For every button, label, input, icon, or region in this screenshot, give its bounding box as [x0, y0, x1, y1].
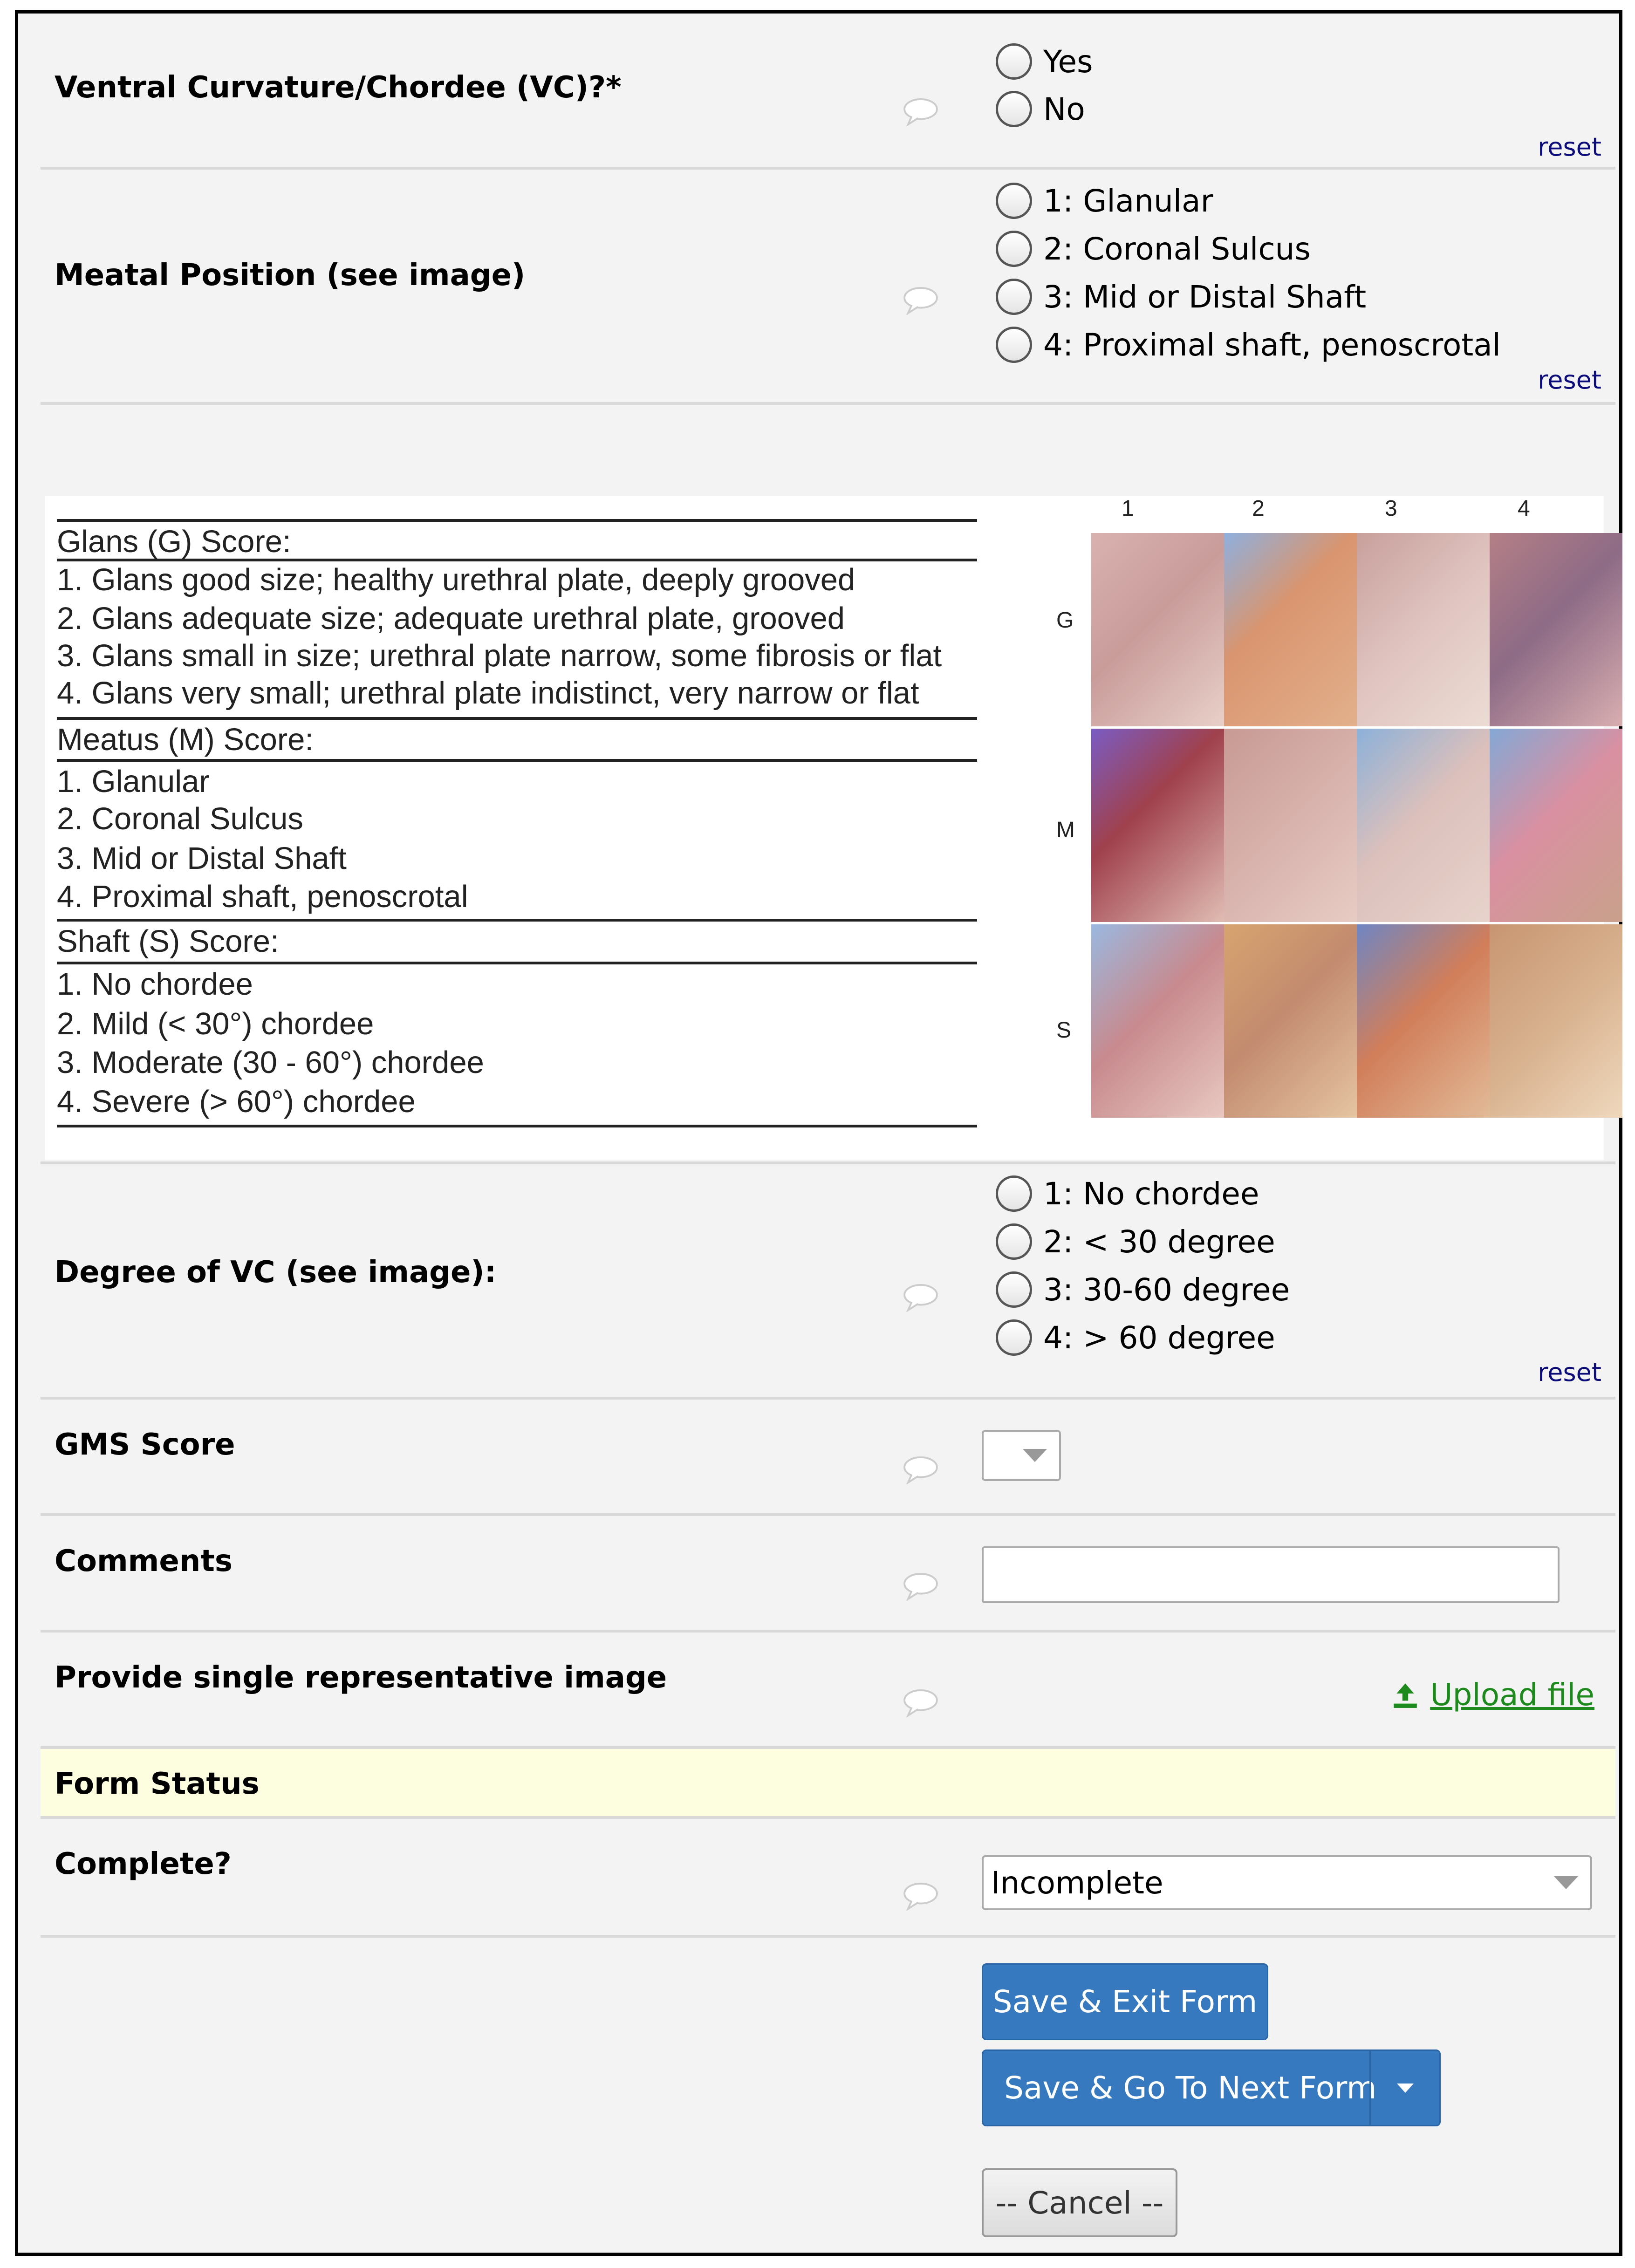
- glans-score-item: 2. Glans adequate size; adequate urethral plate, grooved: [57, 601, 845, 636]
- option-label: No: [1043, 91, 1085, 127]
- comments-label: Comments: [55, 1544, 233, 1578]
- radio-button[interactable]: [996, 183, 1032, 219]
- option-label: 3: 30-60 degree: [1043, 1271, 1290, 1308]
- clinical-photo: [1224, 729, 1357, 922]
- vc-reset-link[interactable]: reset: [1538, 132, 1601, 162]
- vc-question-label: Ventral Curvature/Chordee (VC)?*: [55, 70, 622, 105]
- clinical-photo: [1091, 729, 1224, 922]
- clinical-photo: [1091, 533, 1224, 726]
- form-actions: [41, 1938, 1615, 2250]
- complete-row: [41, 1819, 1615, 1938]
- cancel-label: -- Cancel --: [995, 2185, 1164, 2221]
- comments-row: [41, 1516, 1615, 1633]
- degree-option-4[interactable]: [996, 1317, 1275, 1359]
- radio-button[interactable]: [996, 327, 1032, 363]
- degree-question-row: [41, 1164, 1615, 1400]
- shaft-score-item: 1. No chordee: [57, 967, 253, 1002]
- clinical-photo: [1357, 924, 1490, 1118]
- radio-button[interactable]: [996, 1319, 1032, 1356]
- comments-input[interactable]: [982, 1546, 1560, 1603]
- save-options-dropdown[interactable]: [1369, 2051, 1439, 2125]
- shaft-score-item: 3. Moderate (30 - 60°) chordee: [57, 1045, 484, 1080]
- degree-question-label: Degree of VC (see image):: [55, 1255, 497, 1290]
- option-label: 4: Proximal shaft, penoscrotal: [1043, 327, 1501, 363]
- meatal-option-4[interactable]: [996, 324, 1501, 366]
- option-label: 2: < 30 degree: [1043, 1223, 1275, 1260]
- option-label: 3: Mid or Distal Shaft: [1043, 279, 1367, 315]
- upload-file-link[interactable]: [1391, 1677, 1594, 1713]
- meatal-option-1[interactable]: [996, 180, 1213, 222]
- glans-score-heading: Glans (G) Score:: [57, 524, 291, 559]
- gms-score-select[interactable]: [982, 1430, 1061, 1481]
- row-letter: M: [1056, 818, 1075, 842]
- degree-option-3[interactable]: [996, 1269, 1290, 1311]
- comment-bubble-icon[interactable]: [903, 1882, 939, 1911]
- row-letter: S: [1056, 1018, 1072, 1043]
- gms-reference-figure: [45, 496, 1604, 1160]
- reference-image-row: [41, 405, 1615, 1164]
- clinical-photo: [1091, 924, 1224, 1118]
- meatus-score-item: 3. Mid or Distal Shaft: [57, 841, 347, 876]
- cancel-button[interactable]: [982, 2168, 1177, 2237]
- column-number: 1: [1122, 496, 1134, 521]
- meatus-score-item: 2. Coronal Sulcus: [57, 801, 303, 836]
- shaft-score-heading: Shaft (S) Score:: [57, 924, 279, 959]
- clinical-photo: [1490, 533, 1622, 726]
- chevron-down-icon: [1023, 1449, 1047, 1462]
- vc-question-row: [41, 14, 1615, 170]
- option-label: 4: > 60 degree: [1043, 1319, 1275, 1356]
- radio-button[interactable]: [996, 1175, 1032, 1212]
- comment-bubble-icon[interactable]: [903, 1283, 939, 1312]
- glans-score-item: 3. Glans small in size; urethral plate narrow, some fibrosis or flat: [57, 638, 942, 673]
- radio-button[interactable]: [996, 279, 1032, 315]
- complete-label: Complete?: [55, 1847, 232, 1881]
- comment-bubble-icon[interactable]: [903, 97, 939, 126]
- option-label: 2: Coronal Sulcus: [1043, 231, 1311, 267]
- radio-button[interactable]: [996, 1223, 1032, 1260]
- gms-score-row: [41, 1400, 1615, 1516]
- upload-icon: [1391, 1681, 1420, 1709]
- option-label: 1: Glanular: [1043, 183, 1213, 219]
- image-upload-label: Provide single representative image: [55, 1660, 667, 1695]
- clinical-photo: [1357, 533, 1490, 726]
- meatal-question-row: [41, 170, 1615, 405]
- meatus-score-item: 1. Glanular: [57, 764, 210, 799]
- upload-file-label: Upload file: [1430, 1677, 1594, 1713]
- form-frame: [15, 10, 1622, 2256]
- meatus-score-item: 4. Proximal shaft, penoscrotal: [57, 879, 468, 914]
- degree-reset-link[interactable]: reset: [1538, 1358, 1601, 1387]
- option-label: Yes: [1043, 43, 1093, 80]
- radio-button[interactable]: [996, 231, 1032, 267]
- clinical-photo: [1490, 729, 1622, 922]
- clinical-photo: [1357, 729, 1490, 922]
- row-letter: G: [1056, 608, 1074, 633]
- image-upload-row: [41, 1633, 1615, 1749]
- glans-score-item: 1. Glans good size; healthy urethral plate, deeply grooved: [57, 562, 855, 597]
- save-next-button[interactable]: [982, 2049, 1441, 2126]
- comment-bubble-icon[interactable]: [903, 1572, 939, 1601]
- column-number: 2: [1252, 496, 1265, 521]
- column-number: 4: [1518, 496, 1530, 521]
- data-entry-form: [41, 14, 1615, 2250]
- caret-down-icon: [1397, 2084, 1414, 2093]
- vc-option-yes[interactable]: [996, 41, 1093, 82]
- meatal-reset-link[interactable]: reset: [1538, 365, 1601, 395]
- chevron-down-icon: [1554, 1876, 1578, 1889]
- radio-button[interactable]: [996, 1271, 1032, 1308]
- shaft-score-item: 4. Severe (> 60°) chordee: [57, 1084, 416, 1119]
- option-label: 1: No chordee: [1043, 1175, 1259, 1212]
- glans-score-item: 4. Glans very small; urethral plate indistinct, very narrow or flat: [57, 676, 919, 710]
- clinical-photo: [1224, 533, 1357, 726]
- comment-bubble-icon[interactable]: [903, 1688, 939, 1717]
- form-status-header: [41, 1749, 1615, 1819]
- form-status-label: Form Status: [55, 1767, 260, 1801]
- save-exit-label: Save & Exit Form: [992, 1984, 1258, 2020]
- radio-button[interactable]: [996, 91, 1032, 127]
- degree-option-2[interactable]: [996, 1221, 1275, 1263]
- comment-bubble-icon[interactable]: [903, 286, 939, 315]
- clinical-photo: [1490, 924, 1622, 1118]
- save-next-label: Save & Go To Next Form: [1004, 2070, 1377, 2106]
- shaft-score-item: 2. Mild (< 30°) chordee: [57, 1006, 374, 1041]
- clinical-photo: [1224, 924, 1357, 1118]
- radio-button[interactable]: [996, 43, 1032, 80]
- save-exit-button[interactable]: [982, 1963, 1268, 2040]
- meatal-question-label: Meatal Position (see image): [55, 258, 526, 293]
- gms-score-label: GMS Score: [55, 1428, 235, 1462]
- meatal-option-2[interactable]: [996, 228, 1311, 270]
- complete-status-select[interactable]: [982, 1855, 1592, 1910]
- column-number: 3: [1385, 496, 1397, 521]
- vc-option-no[interactable]: [996, 88, 1085, 130]
- meatus-score-heading: Meatus (M) Score:: [57, 722, 314, 757]
- degree-option-1[interactable]: [996, 1173, 1259, 1215]
- meatal-option-3[interactable]: [996, 276, 1366, 318]
- comment-bubble-icon[interactable]: [903, 1455, 939, 1484]
- complete-status-value: Incomplete: [991, 1865, 1163, 1901]
